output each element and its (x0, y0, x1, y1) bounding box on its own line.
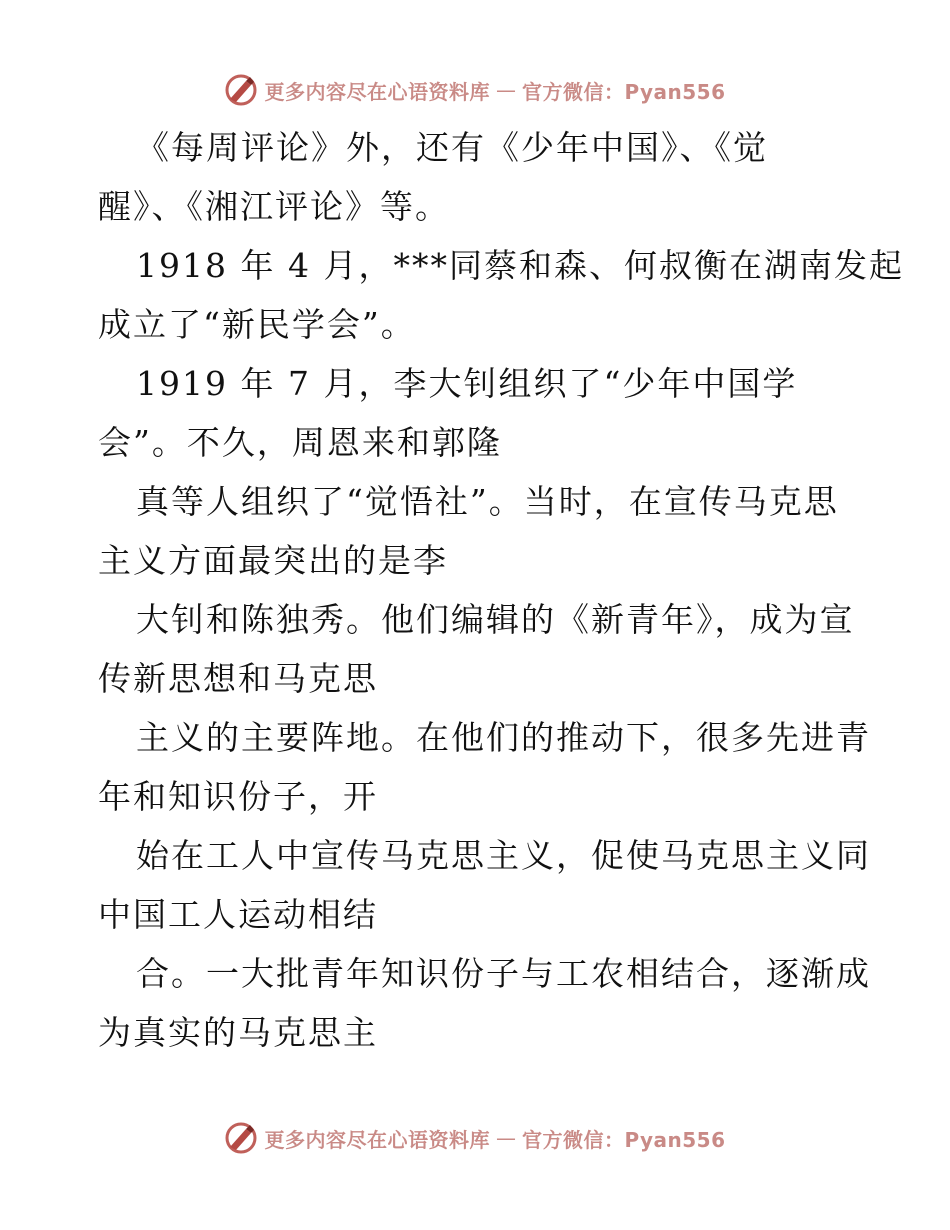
text-line: 成立了“新民学会”。 (98, 305, 416, 344)
text-line: 真等人组织了“觉悟社”。当时，在宣传马克思 (136, 482, 839, 521)
text-line: 合。一大批青年知识份子与工农相结合，逐渐成 (136, 954, 871, 993)
header-dash: — (495, 78, 516, 102)
text-line: 始在工人中宣传马克思主义，促使马克思主义同 (136, 836, 871, 875)
text-line: 醒》、《湘江评论》等。 (98, 187, 450, 226)
header-main-text: 更多内容尽在心语资料库 (264, 79, 490, 104)
text-line: 为真实的马克思主 (98, 1013, 378, 1052)
text-line: 传新思想和马克思 (98, 659, 378, 698)
text-line: 1918 年 4 月，***同蔡和森、何叔衡在湖南发起 (136, 246, 904, 285)
footer-dash: — (495, 1126, 516, 1150)
footer-banner (0, 1118, 950, 1158)
text-line: 大钊和陈独秀。他们编辑的《新青年》，成为宣 (136, 600, 855, 639)
footer-main-text: 更多内容尽在心语资料库 (264, 1127, 490, 1152)
document-body (98, 118, 904, 1062)
text-line: 主义的主要阵地。在他们的推动下，很多先进青 (136, 718, 871, 757)
footer-wechat-text: 官方微信：Pyan556 (521, 1127, 726, 1152)
header-wechat-text: 官方微信：Pyan556 (521, 79, 726, 104)
text-line: 中国工人运动相结 (98, 895, 378, 934)
text-line: 会”。不久，周恩来和郭隆 (98, 423, 502, 462)
text-line: 1919 年 7 月，李大钊组织了“少年中国学 (136, 364, 798, 403)
text-line: 年和知识份子，开 (98, 777, 378, 816)
header-banner (0, 70, 950, 110)
text-line: 主义方面最突出的是李 (98, 541, 448, 580)
pen-logo-icon (224, 73, 258, 107)
pen-logo-icon (224, 1121, 258, 1155)
text-line: 《每周评论》外，还有《少年中国》、《觉 (136, 128, 768, 167)
